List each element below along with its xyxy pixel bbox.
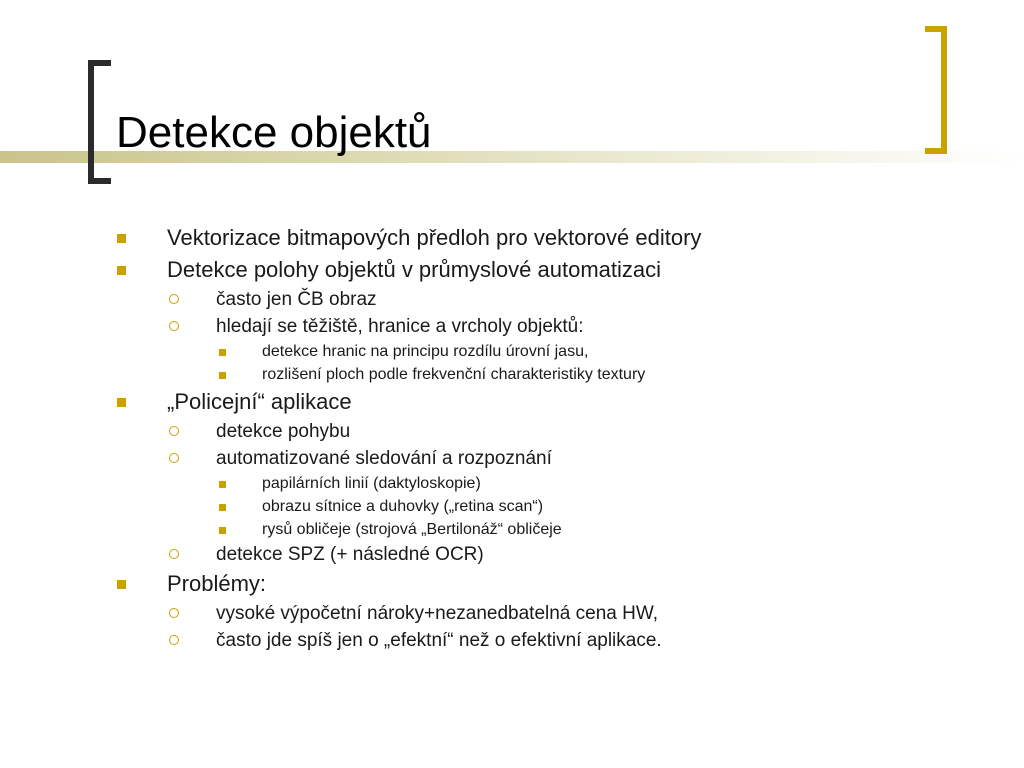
bullet-text: detekce hranic na principu rozdílu úrovní jasu, [262, 343, 589, 360]
bullet-text: Detekce polohy objektů v průmyslové automatizaci [167, 257, 662, 282]
right-bracket-decoration [925, 26, 947, 154]
bullet-item [0, 222, 1024, 254]
bullet-text: detekce pohybu [216, 421, 351, 442]
circle-bullet-icon [169, 453, 179, 463]
sub-sub-bullet-item [0, 495, 1024, 518]
circle-bullet-icon [169, 426, 179, 436]
bullet-text: často jen ČB obraz [216, 289, 377, 310]
bullet-item [0, 386, 1024, 418]
sub-sub-bullet-item [0, 363, 1024, 386]
sub-sub-bullet-item [0, 472, 1024, 495]
bullet-text: hledají se těžiště, hranice a vrcholy objektů: [216, 316, 584, 337]
bullet-text: rysů obličeje (strojová „Bertilonáž“ obličeje [262, 521, 562, 538]
sub-bullet-item [0, 418, 1024, 445]
circle-bullet-icon [169, 294, 179, 304]
bullet-text: vysoké výpočetní nároky+nezanedbatelná cena HW, [216, 603, 659, 624]
bullet-text: Vektorizace bitmapových předloh pro vektorové editory [167, 225, 702, 250]
bullet-text: papilárních linií (daktyloskopie) [262, 475, 481, 492]
square-bullet-icon [117, 266, 126, 275]
circle-bullet-icon [169, 321, 179, 331]
small-square-bullet-icon [219, 349, 226, 356]
small-square-bullet-icon [219, 481, 226, 488]
sub-sub-bullet-item [0, 518, 1024, 541]
circle-bullet-icon [169, 608, 179, 618]
sub-bullet-item [0, 627, 1024, 654]
small-square-bullet-icon [219, 372, 226, 379]
sub-bullet-item [0, 313, 1024, 340]
small-square-bullet-icon [219, 527, 226, 534]
bullet-text: „Policejní“ aplikace [167, 389, 352, 414]
small-square-bullet-icon [219, 504, 226, 511]
bullet-text: obrazu sítnice a duhovky („retina scan“) [262, 498, 544, 515]
bullet-list [0, 222, 1024, 654]
bullet-text: detekce SPZ (+ následné OCR) [216, 544, 484, 565]
square-bullet-icon [117, 234, 126, 243]
bullet-item [0, 568, 1024, 600]
square-bullet-icon [117, 580, 126, 589]
circle-bullet-icon [169, 635, 179, 645]
bullet-text: často jde spíš jen o „efektní“ než o efektivní aplikace. [216, 630, 662, 651]
square-bullet-icon [117, 398, 126, 407]
sub-bullet-item [0, 600, 1024, 627]
sub-bullet-item [0, 286, 1024, 313]
bullet-text: Problémy: [167, 571, 267, 596]
sub-bullet-item [0, 541, 1024, 568]
bullet-text: rozlišení ploch podle frekvenční charakteristiky textury [262, 366, 646, 383]
left-bracket-decoration [88, 60, 111, 184]
sub-sub-bullet-item [0, 340, 1024, 363]
bullet-item [0, 254, 1024, 286]
bullet-text: automatizované sledování a rozpoznání [216, 448, 552, 469]
slide-title: Detekce objektů [116, 108, 432, 157]
sub-bullet-item [0, 445, 1024, 472]
circle-bullet-icon [169, 549, 179, 559]
